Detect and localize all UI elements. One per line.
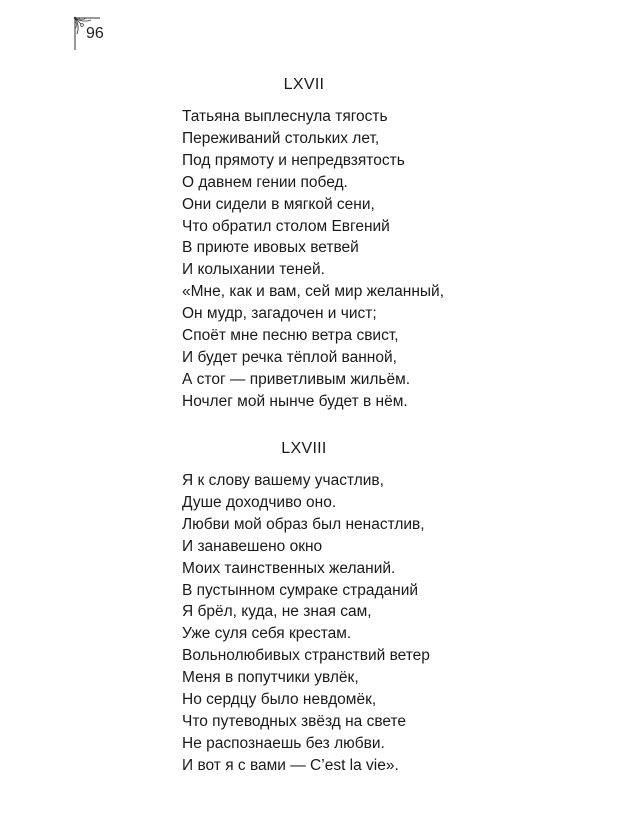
poem-line: Душе доходчиво оно. [182,493,337,511]
poem-line: Любви мой образ был ненастлив, [182,515,425,533]
stanza-lxviii [182,438,512,777]
poem-line: Меня в попутчики увлёк, [182,669,359,687]
poem-line: В пустынном сумраке страданий [182,581,419,599]
poem-line: И будет речка тёплой ванной, [182,348,397,366]
poem-line: Что обратил столом Евгений [182,217,390,235]
poem-line: А стог — приветливым жильём. [182,370,411,388]
poem-line: Под прямоту и непредвзятость [182,151,405,169]
poem-line: Татьяна выплеснула тягость [182,108,388,125]
poem-line: Споёт мне песню ветра свист, [182,327,399,345]
poem-line: Не распознаешь без любви. [182,734,385,752]
poem-line: Что путеводных звёзд на свете [182,712,407,730]
poem-line: Переживаний стольких лет, [182,129,380,147]
poem-line: Вольнолюбивых странствий ветер [182,647,430,665]
poem-line: «Мне, как и вам, сей мир желанный, [182,283,445,301]
stanza-title: LXVIII [281,440,327,457]
poem-line: Я к слову вашему участлив, [182,472,384,489]
poem-line: Но сердцу было невдомёк, [182,691,377,709]
stanza-title: LXVII [283,76,325,93]
poem-line: Я брёл, куда, не зная сам, [182,603,372,621]
stanza-lxvii [182,74,512,413]
page-number: 96 [86,25,104,42]
poem-line: Ночлег мой нынче будет в нём. [182,392,408,410]
poem-line: Он мудр, загадочен и чист; [182,305,377,323]
poem-line: Они сидели в мягкой сени, [182,195,375,213]
poem-line: И занавешено окно [182,537,323,555]
poem-line: И вот я с вами — C’est la vie». [182,756,399,774]
poem-line: И колыхании теней. [182,261,325,279]
poem-line: О давнем гении побед. [182,173,348,191]
poem-line: В приюте ивовых ветвей [182,239,359,257]
poem-line: Моих таинственных желаний. [182,559,396,577]
poem-line: Уже суля себя крестам. [182,625,352,643]
